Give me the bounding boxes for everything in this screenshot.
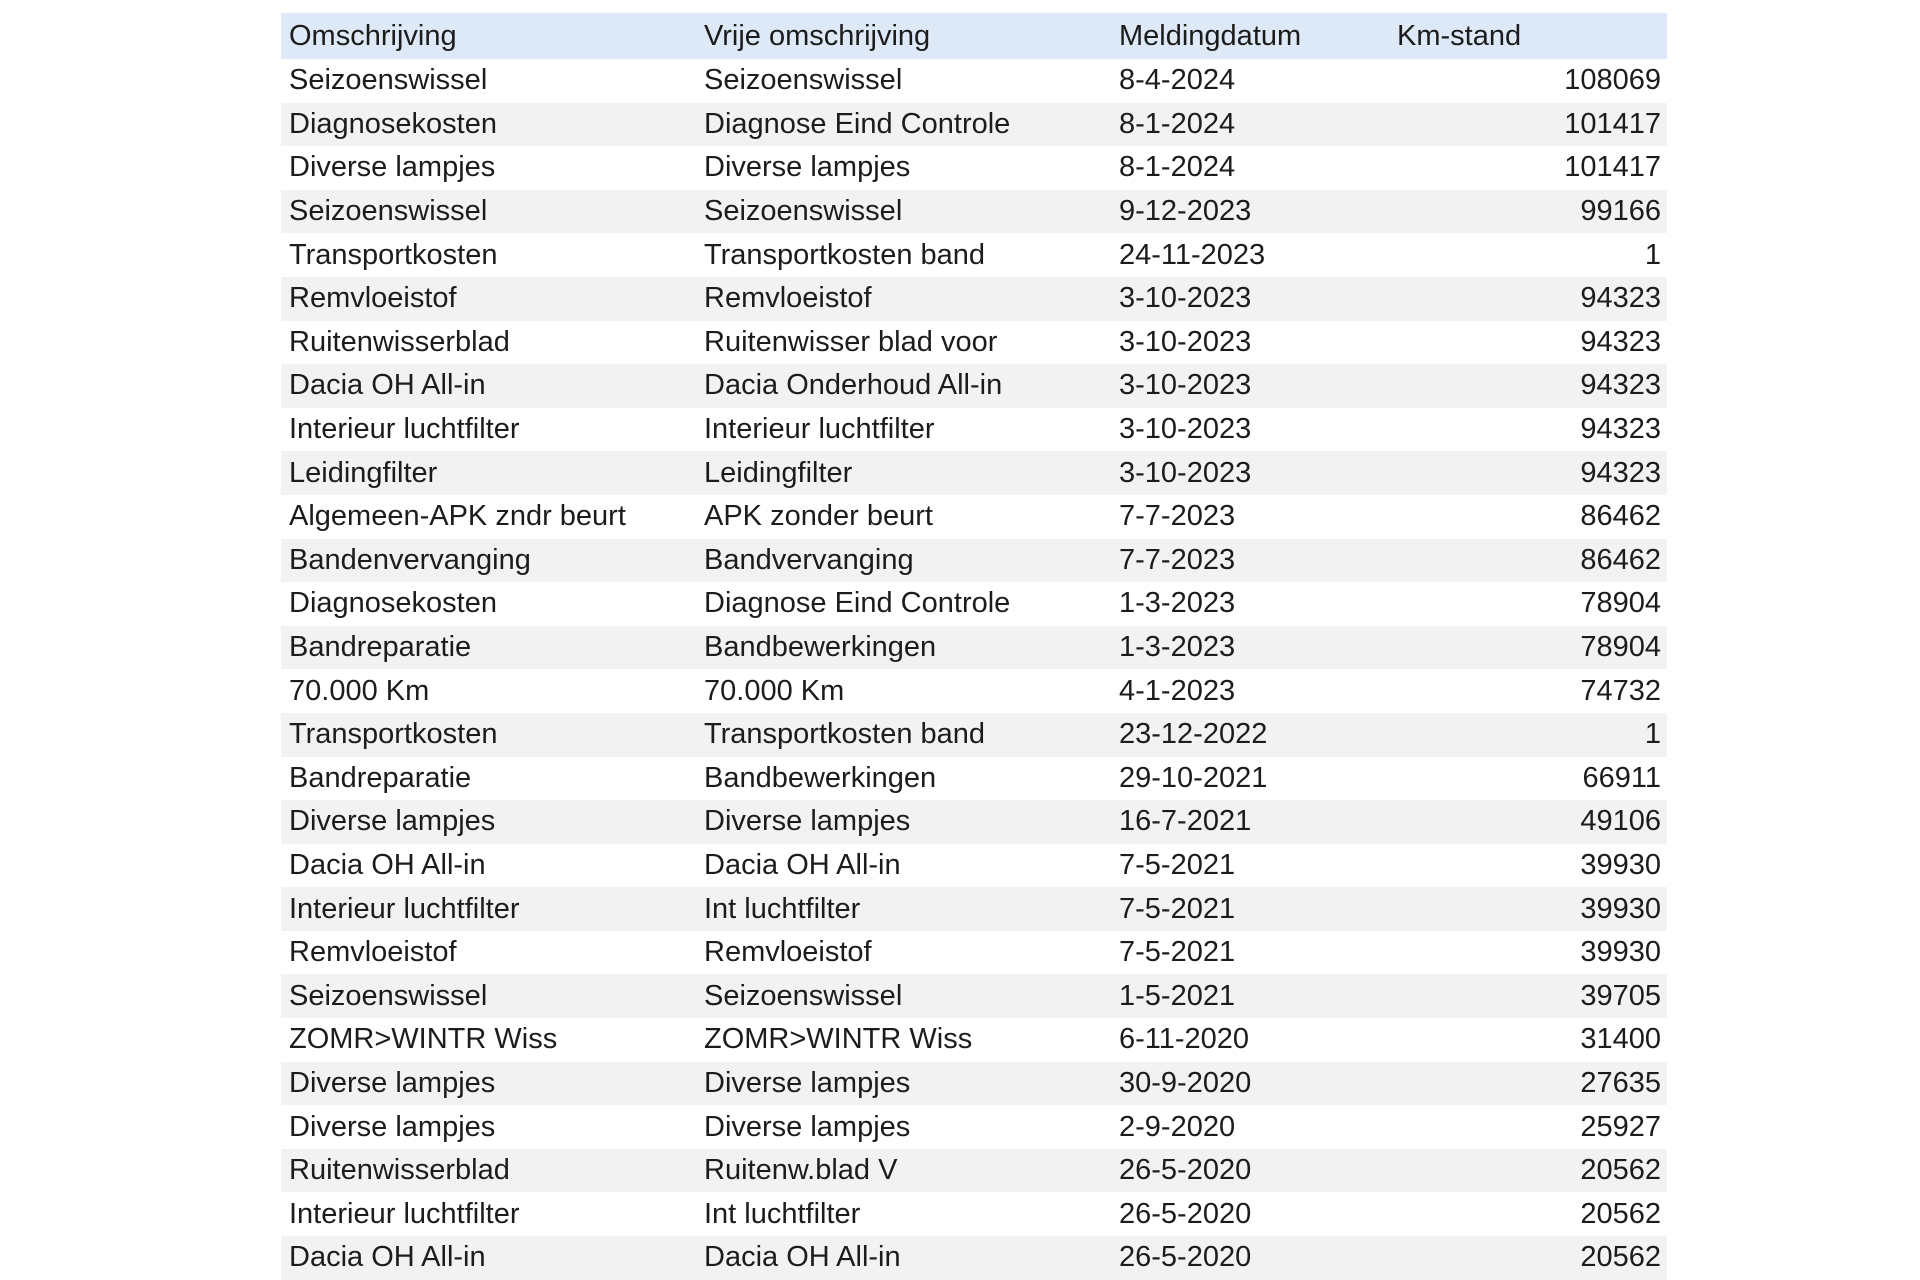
table-row[interactable] xyxy=(281,931,1667,975)
meldingdatum-cell: 4-1-2023 xyxy=(1119,674,1236,707)
table-row[interactable] xyxy=(281,539,1667,583)
omschrijving-cell: Dacia OH All-in xyxy=(289,848,486,881)
omschrijving-cell: Seizoenswissel xyxy=(289,64,488,97)
meldingdatum-cell: 8-4-2024 xyxy=(1119,64,1236,97)
km-stand-cell: 94323 xyxy=(1580,413,1661,446)
column-header-km-stand[interactable]: Km-stand xyxy=(1397,19,1522,52)
meldingdatum-cell: 24-11-2023 xyxy=(1119,238,1266,271)
table-row[interactable] xyxy=(281,1236,1667,1280)
vrije-omschrijving-cell: Remvloeistof xyxy=(704,936,872,969)
column-header-vrije-omschrijving[interactable]: Vrije omschrijving xyxy=(704,19,931,52)
omschrijving-cell: Algemeen-APK zndr beurt xyxy=(289,500,626,533)
km-stand-cell: 94323 xyxy=(1580,325,1661,358)
meldingdatum-cell: 29-10-2021 xyxy=(1119,761,1268,794)
km-stand-cell: 108069 xyxy=(1564,64,1661,97)
omschrijving-cell: Leidingfilter xyxy=(289,456,438,489)
vrije-omschrijving-cell: Seizoenswissel xyxy=(704,64,903,97)
table-row[interactable] xyxy=(281,757,1667,801)
table-row[interactable] xyxy=(281,887,1667,931)
meldingdatum-cell: 8-1-2024 xyxy=(1119,107,1236,140)
vrije-omschrijving-cell: Ruitenwisser blad voor xyxy=(704,325,998,358)
table-row[interactable] xyxy=(281,974,1667,1018)
table-row[interactable] xyxy=(281,1018,1667,1062)
vrije-omschrijving-cell: Transportkosten band xyxy=(704,238,986,271)
meldingdatum-cell: 30-9-2020 xyxy=(1119,1066,1252,1099)
vrije-omschrijving-cell: Ruitenw.blad V xyxy=(704,1154,898,1187)
omschrijving-cell: ZOMR>WINTR Wiss xyxy=(289,1023,558,1056)
omschrijving-cell: Remvloeistof xyxy=(289,936,457,969)
omschrijving-cell: Bandreparatie xyxy=(289,761,472,794)
vrije-omschrijving-cell: Bandbewerkingen xyxy=(704,761,937,794)
omschrijving-cell: Diagnosekosten xyxy=(289,587,497,620)
meldingdatum-cell: 2-9-2020 xyxy=(1119,1110,1236,1143)
omschrijving-cell: Interieur luchtfilter xyxy=(289,892,520,925)
vrije-omschrijving-cell: Leidingfilter xyxy=(704,456,853,489)
meldingdatum-cell: 26-5-2020 xyxy=(1119,1154,1252,1187)
vrije-omschrijving-cell: Int luchtfilter xyxy=(704,1197,861,1230)
omschrijving-cell: Diverse lampjes xyxy=(289,151,496,184)
table-row[interactable] xyxy=(281,1105,1667,1149)
meldingdatum-cell: 3-10-2023 xyxy=(1119,369,1252,402)
km-stand-cell: 1 xyxy=(1644,238,1661,271)
km-stand-cell: 66911 xyxy=(1582,761,1661,794)
vrije-omschrijving-cell: Diverse lampjes xyxy=(704,1110,911,1143)
km-stand-cell: 86462 xyxy=(1580,500,1661,533)
omschrijving-cell: Bandenvervanging xyxy=(289,543,531,576)
table-row[interactable] xyxy=(281,103,1667,147)
omschrijving-cell: Diverse lampjes xyxy=(289,805,496,838)
table-row[interactable] xyxy=(281,408,1667,452)
km-stand-cell: 20562 xyxy=(1580,1241,1661,1274)
meldingdatum-cell: 3-10-2023 xyxy=(1119,456,1252,489)
vrije-omschrijving-cell: Diverse lampjes xyxy=(704,1066,911,1099)
omschrijving-cell: Diverse lampjes xyxy=(289,1066,496,1099)
maintenance-history-table xyxy=(281,13,1667,1280)
km-stand-cell: 94323 xyxy=(1580,282,1661,315)
meldingdatum-cell: 7-5-2021 xyxy=(1119,848,1236,881)
meldingdatum-cell: 23-12-2022 xyxy=(1119,718,1268,751)
km-stand-cell: 101417 xyxy=(1564,107,1661,140)
omschrijving-cell: Bandreparatie xyxy=(289,631,472,664)
km-stand-cell: 20562 xyxy=(1580,1154,1661,1187)
km-stand-cell: 101417 xyxy=(1564,151,1661,184)
column-header-meldingdatum[interactable]: Meldingdatum xyxy=(1119,19,1302,52)
omschrijving-cell: Remvloeistof xyxy=(289,282,457,315)
km-stand-cell: 25927 xyxy=(1580,1110,1661,1143)
vrije-omschrijving-cell: Dacia OH All-in xyxy=(704,1241,901,1274)
vrije-omschrijving-cell: Diverse lampjes xyxy=(704,805,911,838)
table-row[interactable] xyxy=(281,626,1667,670)
table-row[interactable] xyxy=(281,321,1667,365)
omschrijving-cell: Seizoenswissel xyxy=(289,979,488,1012)
km-stand-cell: 39705 xyxy=(1580,979,1661,1012)
km-stand-cell: 78904 xyxy=(1580,587,1661,620)
vrije-omschrijving-cell: Diagnose Eind Controle xyxy=(704,587,1011,620)
table-row[interactable] xyxy=(281,1149,1667,1193)
table-row[interactable] xyxy=(281,277,1667,321)
km-stand-cell: 94323 xyxy=(1580,456,1661,489)
vrije-omschrijving-cell: APK zonder beurt xyxy=(704,500,933,533)
table-row[interactable] xyxy=(281,190,1667,234)
table-row[interactable] xyxy=(281,669,1667,713)
vrije-omschrijving-cell: Remvloeistof xyxy=(704,282,872,315)
km-stand-cell: 86462 xyxy=(1580,543,1661,576)
meldingdatum-cell: 3-10-2023 xyxy=(1119,282,1252,315)
vrije-omschrijving-cell: Seizoenswissel xyxy=(704,979,903,1012)
km-stand-cell: 1 xyxy=(1644,718,1661,751)
vrije-omschrijving-cell: Interieur luchtfilter xyxy=(704,413,935,446)
km-stand-cell: 20562 xyxy=(1580,1197,1661,1230)
km-stand-cell: 27635 xyxy=(1580,1066,1661,1099)
km-stand-cell: 94323 xyxy=(1580,369,1661,402)
table-row[interactable] xyxy=(281,59,1667,103)
meldingdatum-cell: 7-5-2021 xyxy=(1119,936,1236,969)
table-row[interactable] xyxy=(281,582,1667,626)
meldingdatum-cell: 1-3-2023 xyxy=(1119,631,1236,664)
vrije-omschrijving-cell: Int luchtfilter xyxy=(704,892,861,925)
meldingdatum-cell: 7-7-2023 xyxy=(1119,543,1236,576)
omschrijving-cell: Diagnosekosten xyxy=(289,107,497,140)
table-row[interactable] xyxy=(281,1062,1667,1106)
km-stand-cell: 39930 xyxy=(1580,936,1661,969)
omschrijving-cell: Interieur luchtfilter xyxy=(289,1197,520,1230)
omschrijving-cell: Dacia OH All-in xyxy=(289,1241,486,1274)
table-row[interactable] xyxy=(281,1192,1667,1236)
km-stand-cell: 78904 xyxy=(1580,631,1661,664)
meldingdatum-cell: 7-7-2023 xyxy=(1119,500,1236,533)
table-body xyxy=(281,59,1667,1280)
omschrijving-cell: Seizoenswissel xyxy=(289,195,488,228)
column-header-omschrijving[interactable]: Omschrijving xyxy=(289,19,457,52)
omschrijving-cell: Diverse lampjes xyxy=(289,1110,496,1143)
omschrijving-cell: 70.000 Km xyxy=(289,674,430,707)
meldingdatum-cell: 9-12-2023 xyxy=(1119,195,1252,228)
km-stand-cell: 39930 xyxy=(1580,848,1661,881)
omschrijving-cell: Ruitenwisserblad xyxy=(289,325,510,358)
meldingdatum-cell: 16-7-2021 xyxy=(1119,805,1252,838)
meldingdatum-cell: 3-10-2023 xyxy=(1119,325,1252,358)
meldingdatum-cell: 1-3-2023 xyxy=(1119,587,1236,620)
vrije-omschrijving-cell: Seizoenswissel xyxy=(704,195,903,228)
table-row[interactable] xyxy=(281,233,1667,277)
meldingdatum-cell: 26-5-2020 xyxy=(1119,1197,1252,1230)
vrije-omschrijving-cell: Bandbewerkingen xyxy=(704,631,937,664)
vrije-omschrijving-cell: Transportkosten band xyxy=(704,718,986,751)
km-stand-cell: 31400 xyxy=(1580,1023,1661,1056)
km-stand-cell: 74732 xyxy=(1580,674,1661,707)
omschrijving-cell: Ruitenwisserblad xyxy=(289,1154,510,1187)
meldingdatum-cell: 8-1-2024 xyxy=(1119,151,1236,184)
omschrijving-cell: Transportkosten xyxy=(289,238,498,271)
km-stand-cell: 49106 xyxy=(1580,805,1661,838)
table-row[interactable] xyxy=(281,146,1667,190)
meldingdatum-cell: 6-11-2020 xyxy=(1119,1023,1250,1056)
vrije-omschrijving-cell: 70.000 Km xyxy=(704,674,845,707)
vrije-omschrijving-cell: Dacia Onderhoud All-in xyxy=(704,369,1003,402)
vrije-omschrijving-cell: Dacia OH All-in xyxy=(704,848,901,881)
table-row[interactable] xyxy=(281,800,1667,844)
vrije-omschrijving-cell: Bandvervanging xyxy=(704,543,914,576)
km-stand-cell: 39930 xyxy=(1580,892,1661,925)
omschrijving-cell: Transportkosten xyxy=(289,718,498,751)
table-row[interactable] xyxy=(281,713,1667,757)
meldingdatum-cell: 1-5-2021 xyxy=(1119,979,1236,1012)
vrije-omschrijving-cell: Diverse lampjes xyxy=(704,151,911,184)
table-row[interactable] xyxy=(281,495,1667,539)
omschrijving-cell: Dacia OH All-in xyxy=(289,369,486,402)
km-stand-cell: 99166 xyxy=(1580,195,1661,228)
omschrijving-cell: Interieur luchtfilter xyxy=(289,413,520,446)
table-row[interactable] xyxy=(281,844,1667,888)
table-row[interactable] xyxy=(281,364,1667,408)
vrije-omschrijving-cell: Diagnose Eind Controle xyxy=(704,107,1011,140)
table-header-row xyxy=(281,13,1667,59)
vrije-omschrijving-cell: ZOMR>WINTR Wiss xyxy=(704,1023,973,1056)
meldingdatum-cell: 26-5-2020 xyxy=(1119,1241,1252,1274)
meldingdatum-cell: 3-10-2023 xyxy=(1119,413,1252,446)
table-row[interactable] xyxy=(281,451,1667,495)
meldingdatum-cell: 7-5-2021 xyxy=(1119,892,1236,925)
